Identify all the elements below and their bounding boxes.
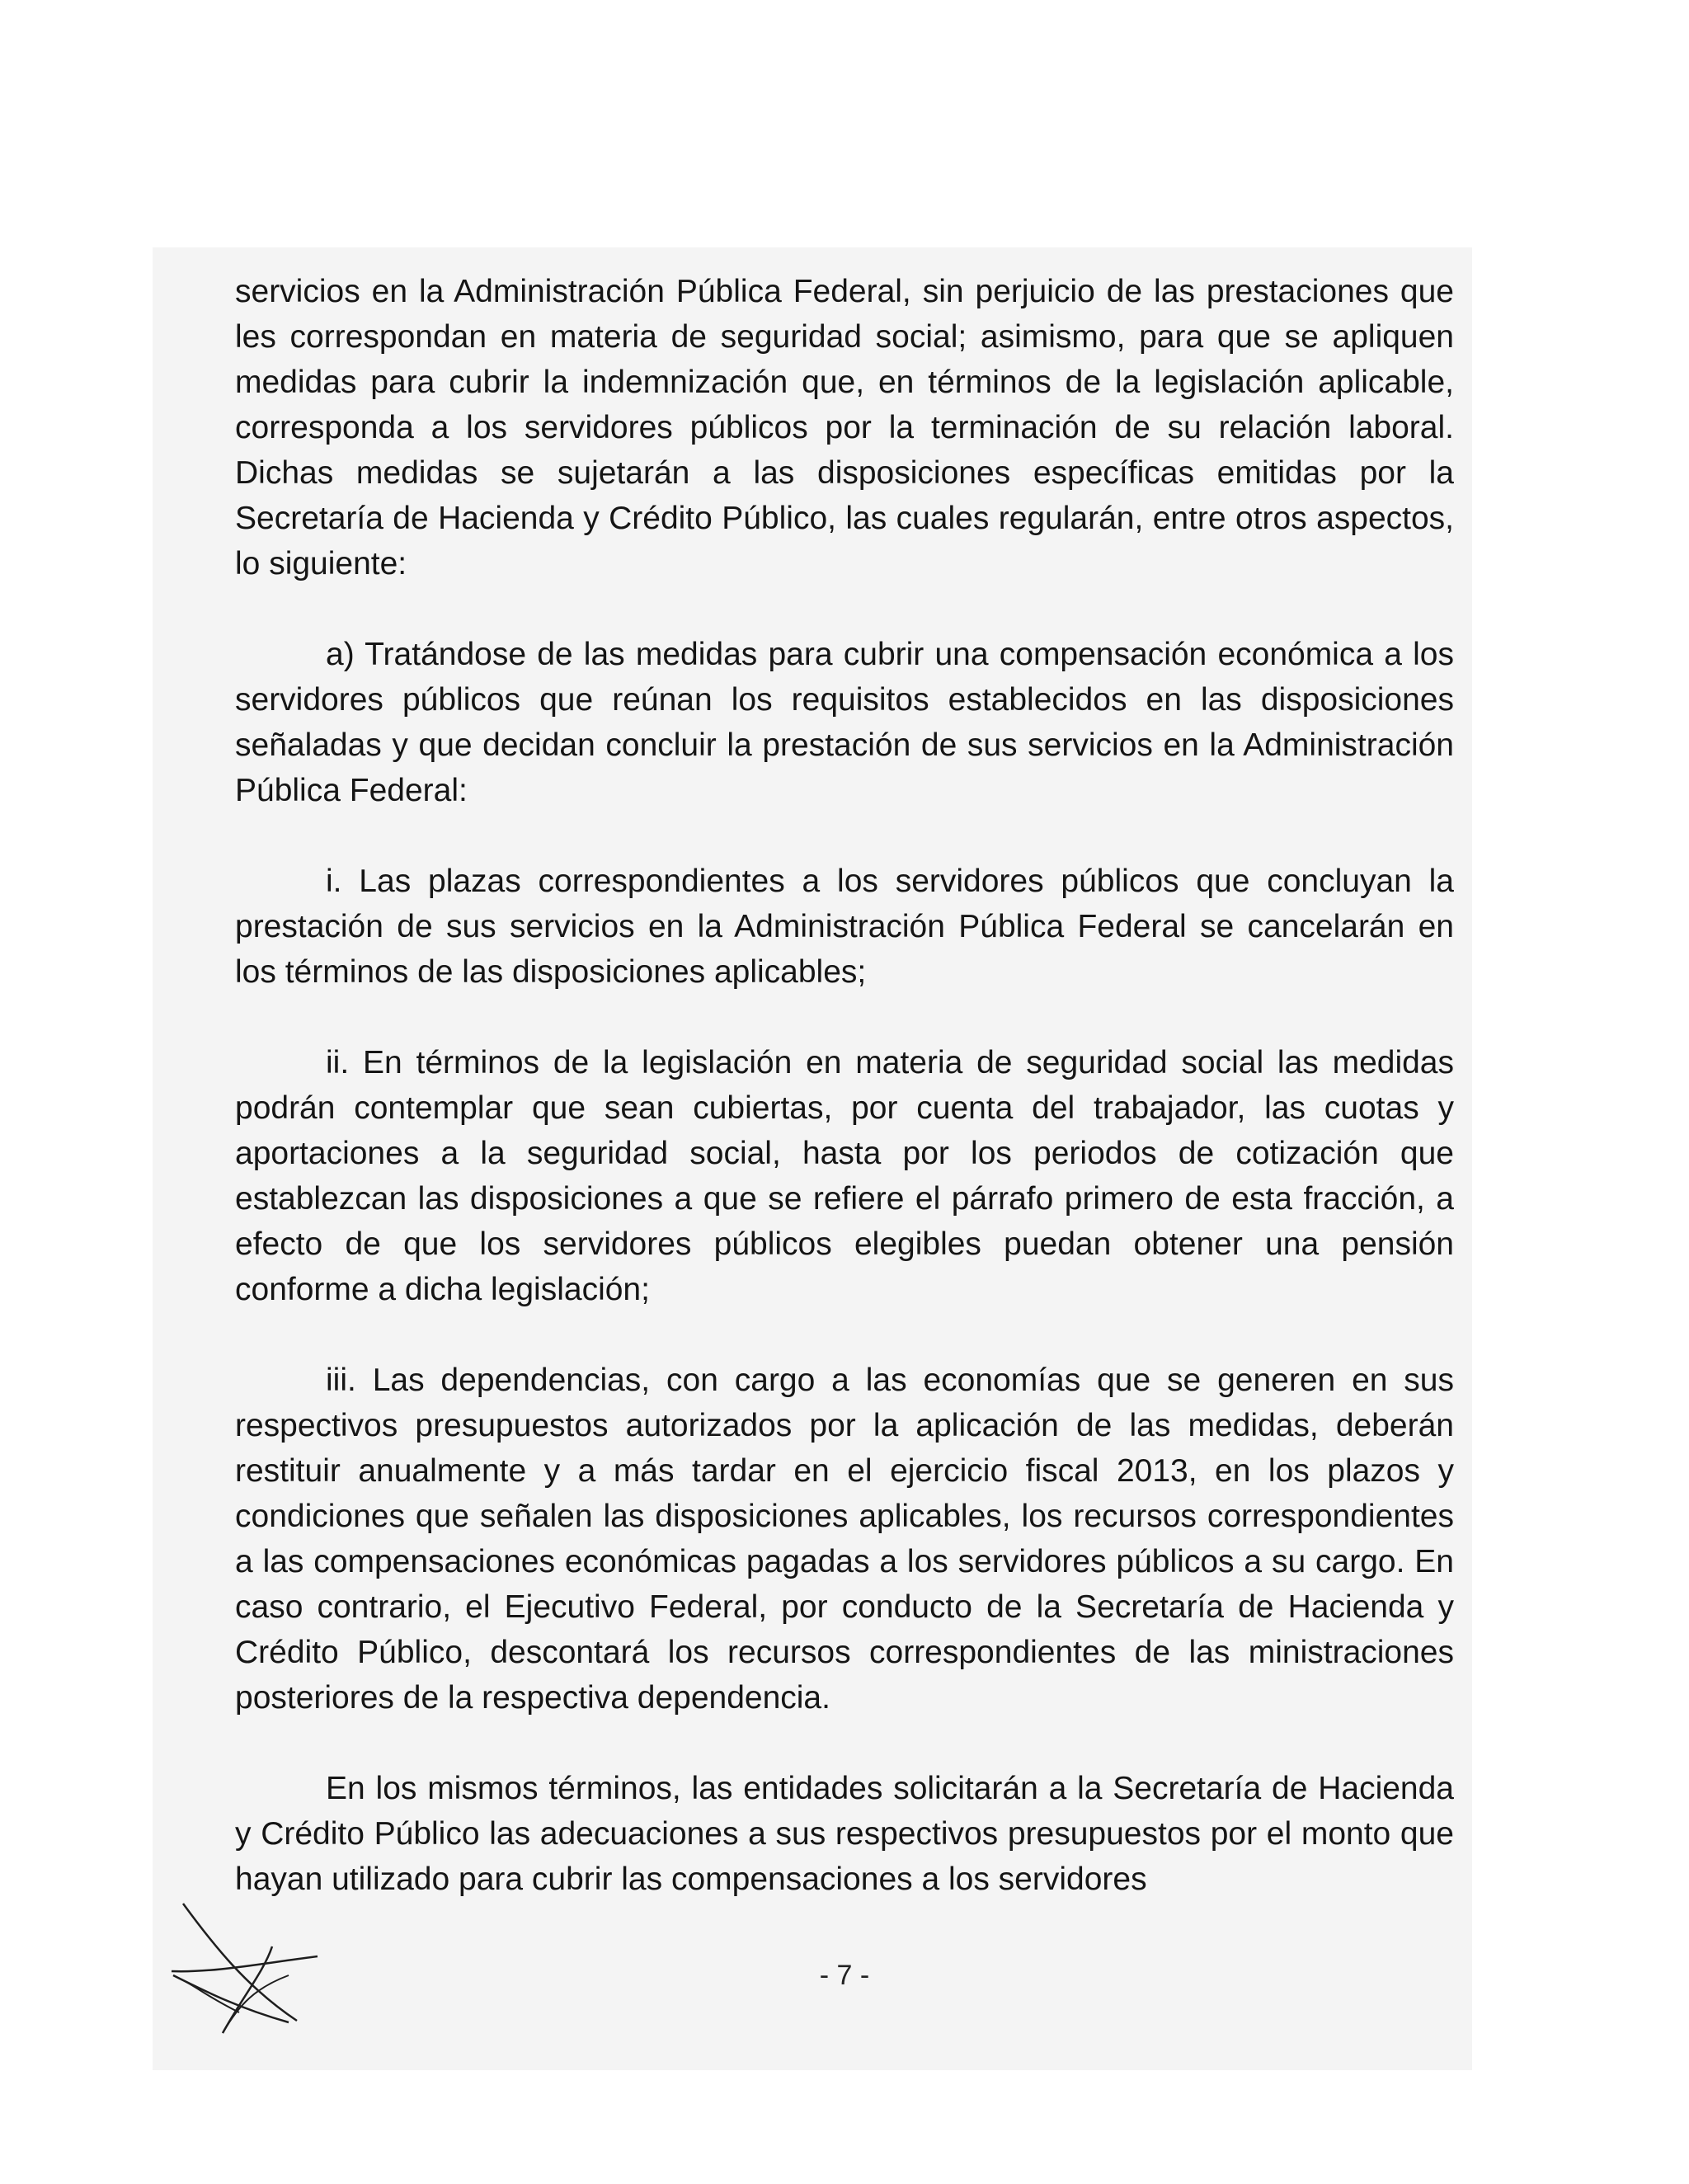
page-number: - 7 -: [819, 1960, 870, 1991]
paragraph-item-i: i. Las plazas correspondientes a los servidores públicos que concluyan la prestación de sus servicios en la Administración Pública Federal se cancelarán en los términos de las disposiciones aplicables;: [235, 864, 1454, 990]
paragraph-intro: servicios en la Administración Pública Federal, sin perjuicio de las prestaciones que les correspondan en materia de seguridad social; asimismo, para que se apliquen medidas para cubrir la indemnización que, en términos de la legislación aplicable, corresponda a los servidores públicos por la terminación de su relación laboral. Dichas medidas se sujetarán a las disposiciones específicas emitidas por la Secretaría de Hacienda y Crédito Público, las cuales regularán, entre otros aspectos, lo siguiente:: [235, 274, 1454, 581]
document-body: [235, 269, 1454, 1902]
paragraph-item-a: a) Tratándose de las medidas para cubrir una compensación económica a los servidores públicos que reúnan los requisitos establecidos en las disposiciones señaladas y que decidan concluir la prestación de sus servicios en la Administración Pública Federal:: [235, 637, 1454, 808]
paragraph-item-ii: ii. En términos de la legislación en materia de seguridad social las medidas podrán contemplar que sean cubiertas, por cuenta del trabajador, las cuotas y aportaciones a la seguridad social, hasta por los periodos de cotización que establezcan las disposiciones a que se refiere el párrafo primero de esta fracción, a efecto de que los servidores públicos elegibles puedan obtener una pensión conforme a dicha legislación;: [235, 1045, 1454, 1307]
paragraph-item-iii: iii. Las dependencias, con cargo a las economías que se generen en sus respectivos presupuestos autorizados por la aplicación de las medidas, deberán restituir anualmente y a más tardar en el ejercicio fiscal 2013, en los plazos y condiciones que señalen las disposiciones aplicables, los recursos correspondientes a las compensaciones económicas pagadas a los servidores públicos a su cargo. En caso contrario, el Ejecutivo Federal, por conducto de la Secretaría de Hacienda y Crédito Público, descontará los recursos correspondientes de las ministraciones posteriores de la respectiva dependencia.: [235, 1363, 1454, 1716]
paragraph-closing: En los mismos términos, las entidades solicitarán a la Secretaría de Hacienda y Crédito Público las adecuaciones a sus respectivos presupuestos por el monto que hayan utilizado para cubrir las compensaciones a los servidores: [235, 1771, 1454, 1897]
